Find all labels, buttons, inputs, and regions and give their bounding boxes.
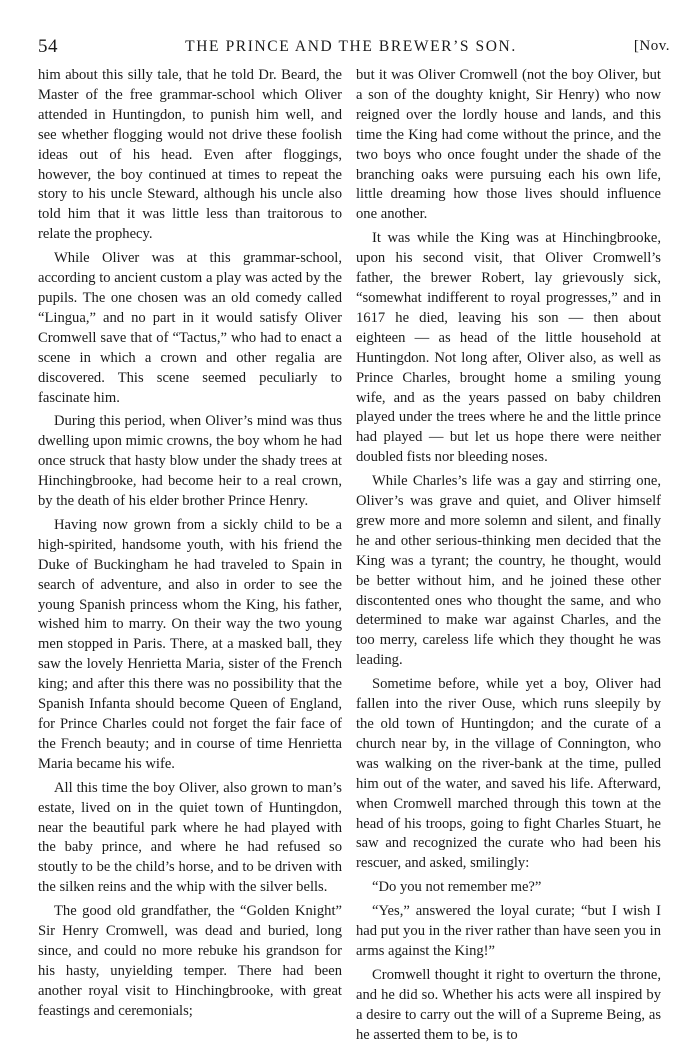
- left-column: [38, 66, 342, 1022]
- paragraph: Cromwell thought it right to overturn the throne, and he did so. Whether his acts were all inspired by a desire to carry out the will of a Supreme Being, as he asserted them to be, is to: [356, 966, 661, 1043]
- paragraph: All this time the boy Oliver, also grown to man’s estate, lived on in the quiet town of Huntingdon, near the beautiful park where he had played with the baby prince, and where he had refused so stoutly to be the child’s horse, and to be driven with the silken reins and the whip with the silver bells.: [38, 779, 342, 896]
- paragraph: “Do you not remember me?”: [372, 879, 542, 896]
- right-column: [356, 66, 661, 1046]
- paragraph: Sometime before, while yet a boy, Oliver had fallen into the river Ouse, which runs sleepily by the old town of Huntingdon; and the curate of a church near by, in the village of Connington, who was walking on the river-bank at the time, pulled him out of the water, and saved his life. Afterward, when Cromwell marched through this town at the head of his troops, going to fight Charles Stuart, he saw and recognized the curate who had been his rescuer, and asked, smilingly:: [356, 676, 661, 872]
- paragraph: While Charles’s life was a gay and stirring one, Oliver’s was grave and quiet, and Oliver himself grew more and more solemn and silent, and finally he and other serious-thinking men decided that the King was a tyrant; the country, he thought, would be better without him, and he joined these other discontented ones who thought the same, and who determined to make war against Charles, and the too merry, careless life which they thought he was leading.: [356, 473, 661, 669]
- page-number: 54: [38, 36, 58, 57]
- paragraph: The good old grandfather, the “Golden Knight” Sir Henry Cromwell, was dead and buried, long since, and could no more rebuke his grandson for his hasty, unyielding temper. There had been another royal visit to Hinchingbrooke, with great feastings and ceremonials;: [38, 903, 342, 1019]
- running-title: THE PRINCE AND THE BREWER’S SON.: [185, 38, 517, 55]
- paragraph: During this period, when Oliver’s mind was thus dwelling upon mimic crowns, the boy whom he had once struck that hasty blow under the shady trees at Hinchingbrooke, had become heir to a real crown, by the death of his elder brother Prince Henry.: [38, 413, 342, 510]
- paragraph: Having now grown from a sickly child to be a high-spirited, handsome youth, with his friend the Duke of Buckingham he had traveled to Spain in search of adventure, and also in order to see the young Spanish princess whom the King, his father, wished him to marry. On their way the two young men stopped in Paris. There, at a masked ball, they saw the lovely Henrietta Maria, sister of the French king; and after this there was no possibility that the Spanish Infanta should become Queen of England, for Prince Charles could not forget the fair face of the French beauty; and in course of time Henrietta Maria became his wife.: [38, 516, 342, 772]
- issue-month: [Nov.: [633, 38, 670, 54]
- paragraph: him about this silly tale, that he told Dr. Beard, the Master of the free grammar-school which Oliver attended in Huntingdon, to punish him well, and see whether flogging would not drive these foolish ideas out of his head. Even after floggings, however, the boy continued at times to repeat the story to his uncle Steward, although his uncle also told him that it was little less than traitorous to relate the prophecy.: [38, 67, 342, 243]
- paragraph: “Yes,” answered the loyal curate; “but I wish I had put you in the river rather than have seen you in arms against the King!”: [356, 903, 661, 959]
- paragraph: but it was Oliver Cromwell (not the boy Oliver, but a son of the doughty knight, Sir Henry) who now reigned over the lordly house and lands, and this time the King had come without the prince, and the two boys who once fought under the shade of the branching oaks were pursuing each his own life, little dreaming how those lives should influence one another.: [356, 67, 661, 223]
- paragraph: It was while the King was at Hinchingbrooke, upon his second visit, that Oliver Cromwell’s father, the brewer Robert, lay grievously sick, “somewhat indifferent to royal progresses,” and in 1617 he died, leaving his son — then about eighteen — as head of the little household at Huntingdon. Not long after, Oliver also, as well as Prince Charles, brought home a smiling young wife, and as the years passed on baby children played under the trees where he and the little prince had played — but let us hope there were neither doubled fists nor bleeding noses.: [356, 230, 661, 466]
- page-header: [28, 36, 674, 60]
- paragraph: While Oliver was at this grammar-school, according to ancient custom a play was acted by the pupils. The one chosen was an old comedy called “Lingua,” and no part in it would satisfy Oliver Cromwell save that of “Tactus,” who had to enact a scene in which a crown and other regalia are discovered. This scene seemed peculiarly to fascinate him.: [38, 250, 342, 406]
